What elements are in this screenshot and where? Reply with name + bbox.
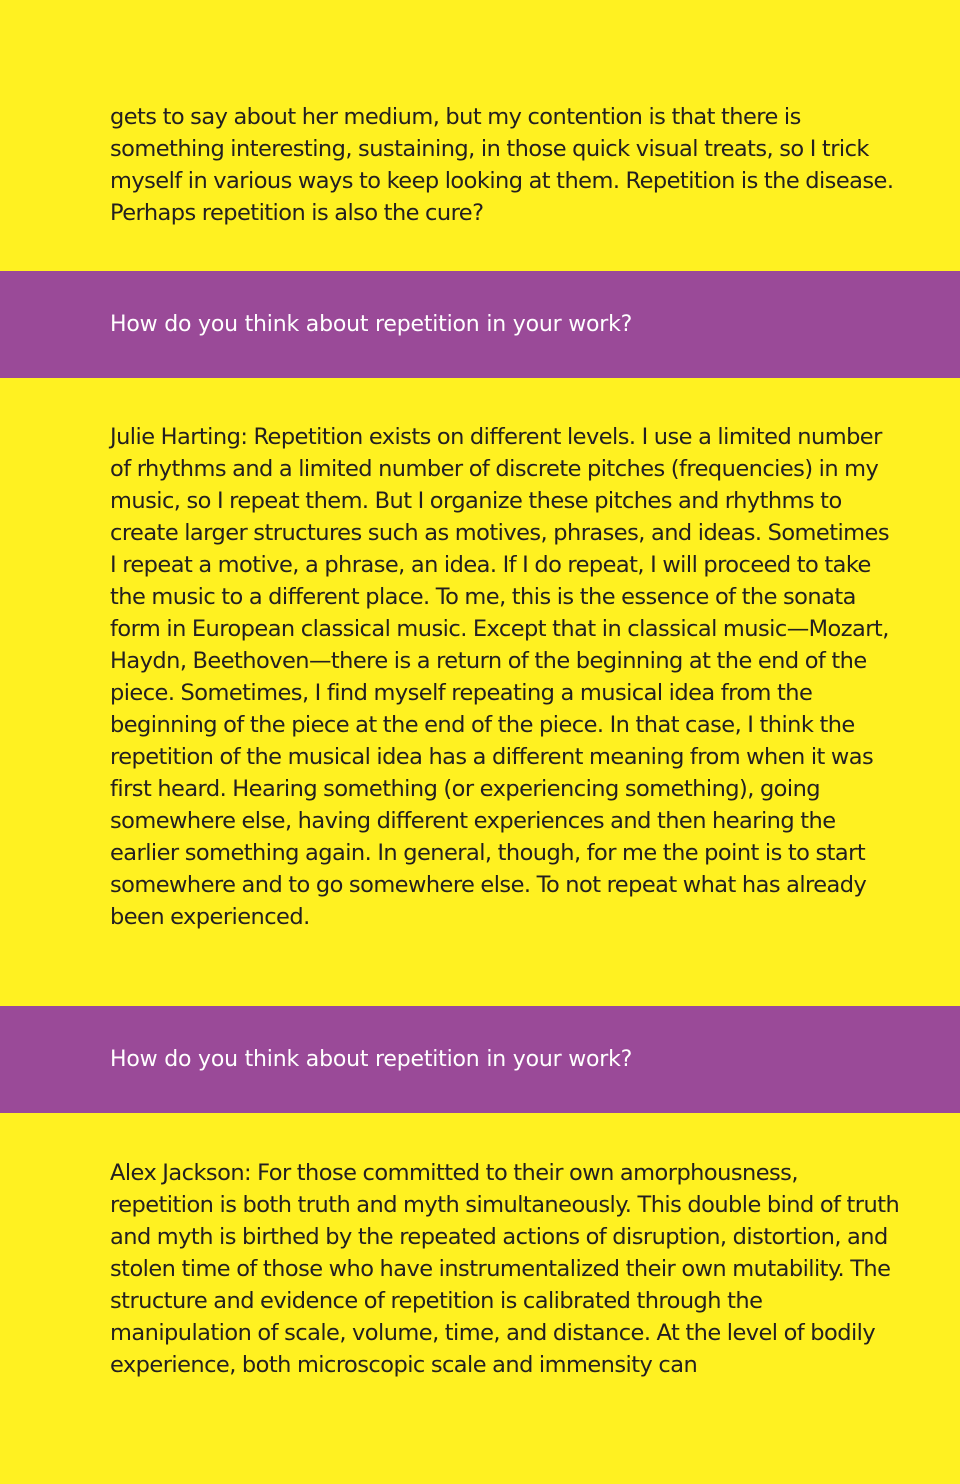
- intro-paragraph: gets to say about her medium, but my contention is that there is something interesting, sustaining, in those quick visual treats, so I trick myself in various ways to keep looking at them. Repetition is the disease. Perhaps repetition is also the cure?: [110, 104, 894, 226]
- question-band-2: [0, 1006, 960, 1113]
- question-2-text: How do you think about repetition in your work?: [110, 1047, 633, 1072]
- answer-1-paragraph: Julie Harting: Repetition exists on different levels. I use a limited number of rhythms and a limited number of discrete pitches (frequencies) in my music, so I repeat them. But I organize these pitches and rhythms to create larger structures such as motives, phrases, and ideas. Sometimes I repeat a motive, a phrase, an idea. If I do repeat, I will proceed to take the music to a different place. To me, this is the essence of the sonata form in European classical music. Except that in classical music—Mozart, Haydn, Beethoven—there is a return of the beginning at the end of the piece. Sometimes, I find myself repeating a musical idea from the beginning of the piece at the end of the piece. In that case, I think the repetition of the musical idea has a different meaning from when it was first heard. Hearing something (or experiencing something), going somewhere else, having different experiences and then hearing the earlier something again. In general, though, for me the point is to start somewhere and to go somewhere else. To not repeat what has already been experienced.: [110, 424, 890, 930]
- question-band-1: [0, 271, 960, 378]
- question-1-text: How do you think about repetition in your work?: [110, 312, 633, 337]
- answer-2-paragraph: Alex Jackson: For those committed to their own amorphousness, repetition is both truth and myth simultaneously. This double bind of truth and myth is birthed by the repeated actions of disruption, distortion, and stolen time of those who have instrumentalized their own mutability. The structure and evidence of repetition is calibrated through the manipulation of scale, volume, time, and distance. At the level of bodily experience, both microscopic scale and immensity can: [110, 1160, 900, 1378]
